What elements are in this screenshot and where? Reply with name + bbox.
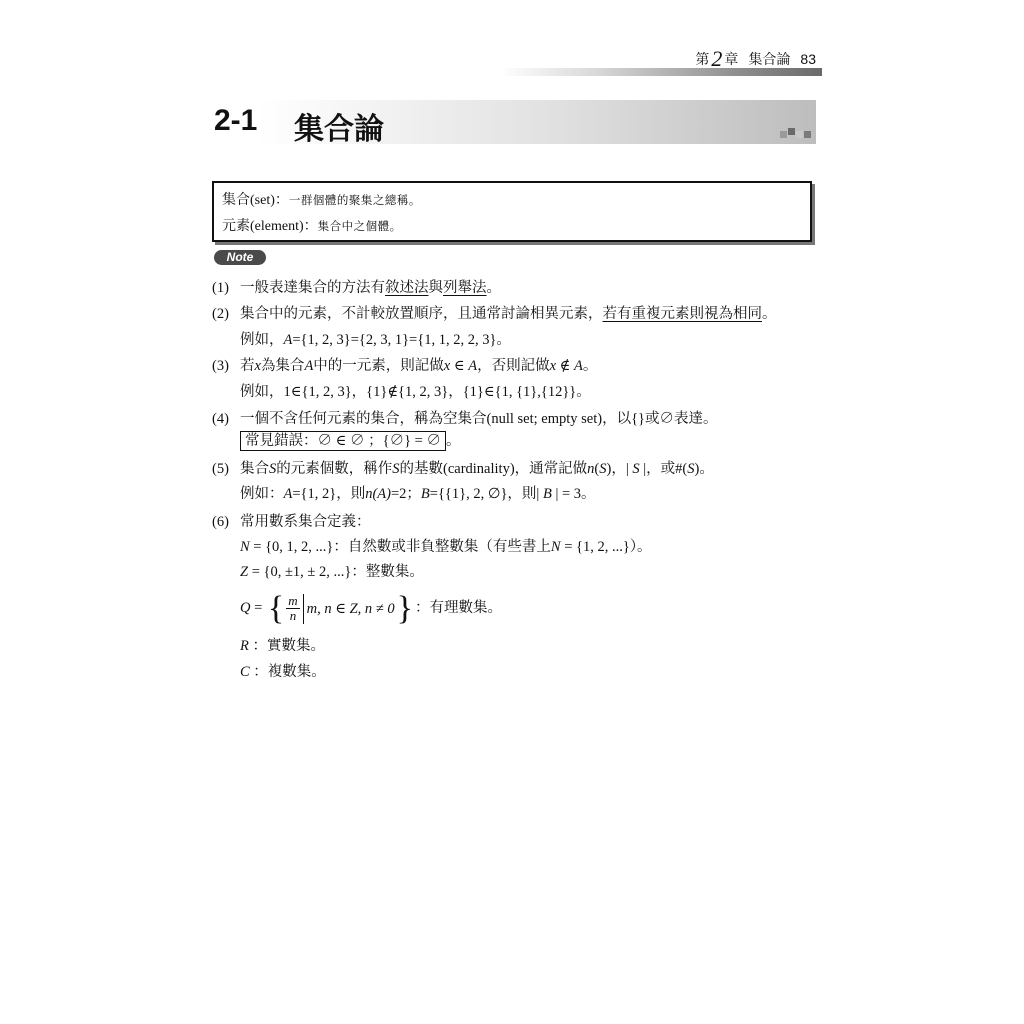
text: ：複數集。 <box>253 664 326 680</box>
math-var: N <box>240 539 250 555</box>
underlined-term: 敘述法 <box>385 280 429 296</box>
item-label: (3) <box>212 358 229 374</box>
text: =2； <box>390 486 421 502</box>
note-item-4-warning <box>240 431 460 451</box>
text: ( <box>594 461 600 477</box>
text: ={{1}, 2, ∅}，則| <box>429 486 543 502</box>
item-label: (6) <box>212 514 229 530</box>
text: ={1, 2, 3}={2, 3, 1}={1, 1, 2, 2, 3}。 <box>292 332 511 348</box>
math-op: ∉ <box>556 358 574 374</box>
note-item-3-example <box>240 382 591 402</box>
section-decoration <box>780 128 812 138</box>
text: 中的一元素，則記做 <box>313 358 444 374</box>
running-header <box>500 44 822 76</box>
math-var: n <box>587 461 595 477</box>
note-item-5 <box>212 459 714 479</box>
text: 為集合 <box>260 358 305 374</box>
definition-english: (set) <box>250 193 275 208</box>
math-op: ∈ <box>450 358 469 374</box>
definition-sep: ： <box>303 219 318 234</box>
item-label: (5) <box>212 461 229 477</box>
note-item-2 <box>212 304 777 324</box>
definition-text: 一群個體的聚集之總稱。 <box>288 195 421 207</box>
fraction <box>286 594 299 623</box>
text: 。 <box>486 280 501 296</box>
text: ：有理數集。 <box>414 600 502 616</box>
math-var: S <box>392 461 400 477</box>
section-title-bar <box>210 100 816 147</box>
math-var: C <box>240 664 250 680</box>
math-var: x <box>549 358 557 374</box>
math-var: N <box>550 539 561 555</box>
text: 集合 <box>240 461 269 477</box>
reals-line <box>240 636 325 656</box>
text: 與 <box>428 280 443 296</box>
math-var: S <box>599 461 607 477</box>
math-var: A <box>468 358 478 374</box>
definition-term: 元素 <box>222 217 250 233</box>
math-var: S <box>632 461 640 477</box>
note-item-6 <box>212 512 371 532</box>
item-label: (4) <box>212 411 229 427</box>
text: |，或#( <box>639 461 688 477</box>
text: 例如， <box>240 332 284 348</box>
text: | = 3。 <box>551 486 596 502</box>
math-expr: = {0, 1, 2, ...} <box>249 539 334 555</box>
math-var: A <box>283 332 293 348</box>
math-var: A <box>574 358 583 374</box>
running-header-text <box>695 46 816 72</box>
text: )，| <box>606 461 633 477</box>
note-item-5-example <box>240 484 596 504</box>
underlined-term: 若有重複元素則視為相同 <box>602 306 762 322</box>
math-var: B <box>542 486 552 502</box>
math-var: x <box>254 358 261 374</box>
definition-set <box>222 189 421 209</box>
text: 。 <box>445 433 461 449</box>
text: ：自然數或非負整數集（有些書上 <box>333 539 551 555</box>
definition-element <box>222 215 402 235</box>
such-that-bar <box>303 594 304 624</box>
math-var: x <box>443 358 451 374</box>
note-badge: Note <box>214 250 266 265</box>
text: 。 <box>762 306 777 322</box>
underlined-term: 列舉法 <box>443 280 487 296</box>
text: 若 <box>240 358 255 374</box>
complex-line <box>240 662 326 682</box>
math-var: Z <box>240 564 249 580</box>
math-op: = <box>250 600 266 616</box>
natural-numbers-line <box>240 537 652 557</box>
chapter-prefix: 第 <box>695 51 710 67</box>
text: 常用數系集合定義： <box>240 514 371 530</box>
set-condition: m, n ∈ Z, n ≠ 0 <box>306 600 395 617</box>
math-var: A <box>304 358 314 374</box>
note-item-3 <box>212 356 597 376</box>
integers-line <box>240 562 424 582</box>
math-var: Q <box>240 600 251 616</box>
text: 的元素個數，稱作 <box>276 461 393 477</box>
chapter-suffix: 章 <box>724 51 739 67</box>
right-brace: } <box>396 589 413 627</box>
item-label: (2) <box>212 306 229 322</box>
math-var: n(A) <box>365 486 391 502</box>
note-item-2-example <box>240 330 511 350</box>
item-label: (1) <box>212 280 229 296</box>
math-var: B <box>420 486 430 502</box>
definition-box <box>212 181 812 242</box>
text: ={1, 2}，則 <box>292 486 366 502</box>
math-expr: = {0, ±1, ± 2, ...} <box>248 564 352 580</box>
page-number: 83 <box>800 51 816 67</box>
section-number: 2-1 <box>214 104 258 137</box>
math-expr: = {1, 2, ...} <box>560 539 630 555</box>
definition-term: 集合 <box>222 191 250 207</box>
text: 例如，1∈{1, 2, 3}，{1}∉{1, 2, 3}，{1}∈{1, {1},{12}}。 <box>240 384 591 400</box>
text: 例如： <box>240 486 284 502</box>
section-title: 集合論 <box>294 112 384 147</box>
text: ：實數集。 <box>252 638 325 654</box>
math-var: R <box>240 638 249 654</box>
definition-sep: ： <box>274 193 289 208</box>
note-item-1 <box>212 278 501 298</box>
text: )。 <box>694 461 714 477</box>
text: 一個不含任何元素的集合，稱為空集合(null set; empty set)，以{}或∅表達。 <box>240 411 718 427</box>
text: 。 <box>582 358 598 374</box>
text: 一般表達集合的方法有 <box>240 280 385 296</box>
common-mistake-box: 常見錯誤：∅ ∈ ∅ ；{∅} = ∅ <box>240 431 446 451</box>
text: 的基數(cardinality)，通常記做 <box>399 461 588 477</box>
text: ，否則記做 <box>477 358 550 374</box>
rational-set-builder <box>266 591 415 627</box>
rationals-line <box>240 590 502 627</box>
definition-text: 集合中之個體。 <box>317 221 402 233</box>
text: 集合中的元素，不計較放置順序，且通常討論相異元素， <box>240 306 603 322</box>
left-brace: { <box>267 589 285 627</box>
text: ）。 <box>629 539 652 555</box>
fraction-denominator: n <box>289 608 297 624</box>
math-var: S <box>687 461 695 477</box>
math-var: A <box>283 486 293 502</box>
definition-english: (element) <box>250 219 304 234</box>
chapter-number: 2 <box>711 46 723 71</box>
math-var: S <box>269 461 277 477</box>
fraction-numerator: m <box>288 593 298 609</box>
text: ：整數集。 <box>351 564 424 580</box>
note-item-4 <box>212 409 718 429</box>
chapter-title: 集合論 <box>748 51 791 67</box>
